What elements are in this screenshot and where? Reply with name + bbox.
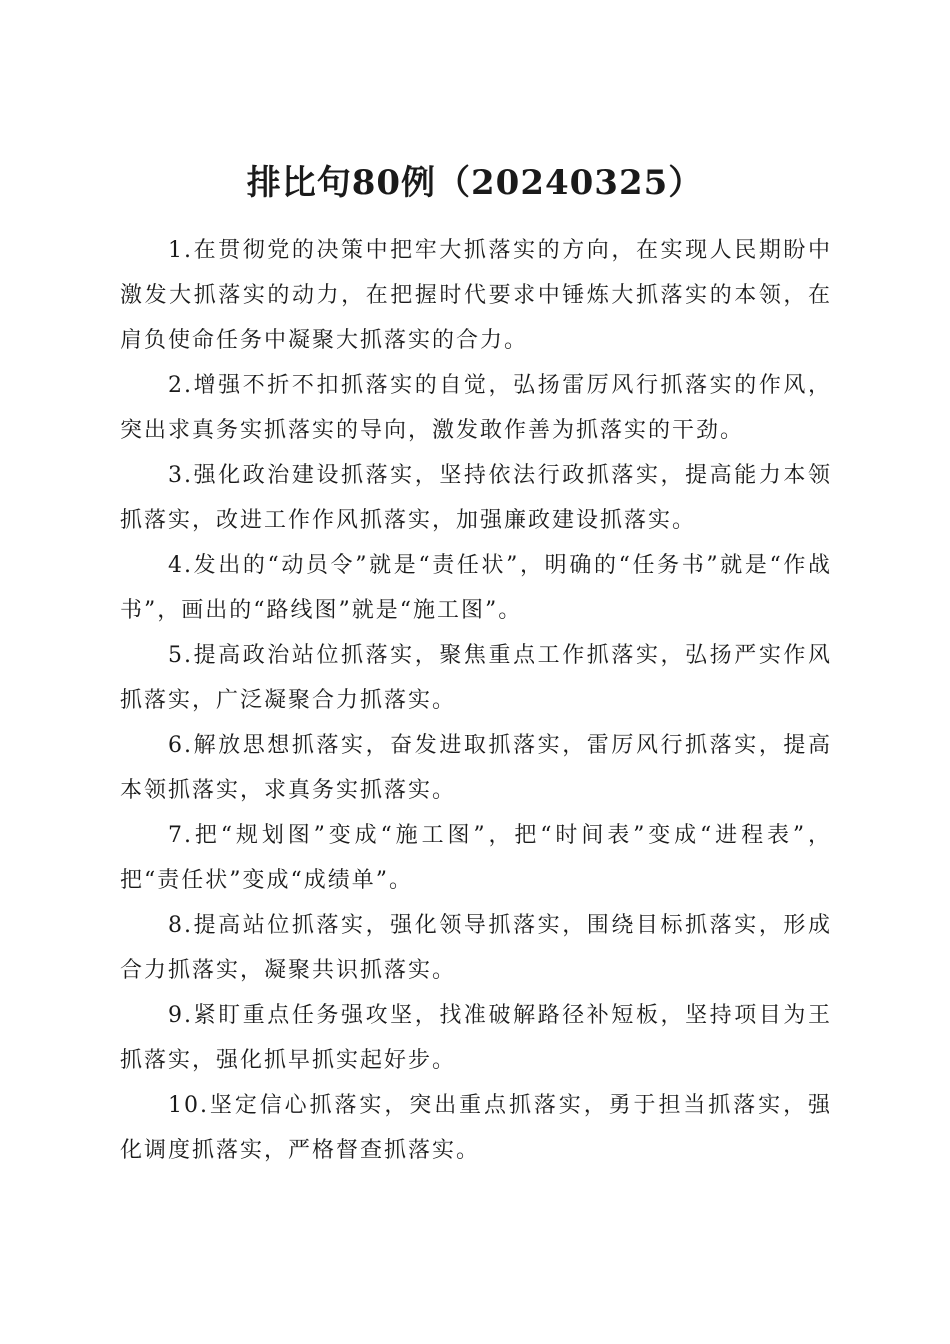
paragraph-1: 1.在贯彻党的决策中把牢大抓落实的方向，在实现人民期盼中激发大抓落实的动力，在把握时代要求中锤炼大抓落实的本领，在肩负使命任务中凝聚大抓落实的合力。 <box>120 238 832 353</box>
paragraph-4: 4.发出的“动员令”就是“责任状”，明确的“任务书”就是“作战书”，画出的“路线图”就是“施工图”。 <box>120 553 832 623</box>
paragraph-3: 3.强化政治建设抓落实，坚持依法行政抓落实，提高能力本领抓落实，改进工作作风抓落实，加强廉政建设抓落实。 <box>120 463 832 533</box>
paragraph-5: 5.提高政治站位抓落实，聚焦重点工作抓落实，弘扬严实作风抓落实，广泛凝聚合力抓落实。 <box>120 643 832 713</box>
paragraph-7: 7.把“规划图”变成“施工图”，把“时间表”变成“进程表”，把“责任状”变成“成绩单”。 <box>120 823 832 893</box>
paragraph-10: 10.坚定信心抓落实，突出重点抓落实，勇于担当抓落实，强化调度抓落实，严格督查抓落实。 <box>120 1093 832 1163</box>
document-title: 排比句80例（20240325） <box>246 162 704 203</box>
paragraph-8: 8.提高站位抓落实，强化领导抓落实，围绕目标抓落实，形成合力抓落实，凝聚共识抓落实。 <box>120 913 832 983</box>
paragraph-2: 2.增强不折不扣抓落实的自觉，弘扬雷厉风行抓落实的作风，突出求真务实抓落实的导向，激发敢作善为抓落实的干劲。 <box>120 373 832 443</box>
paragraph-6: 6.解放思想抓落实，奋发进取抓落实，雷厉风行抓落实，提高本领抓落实，求真务实抓落实。 <box>120 733 832 803</box>
paragraph-9: 9.紧盯重点任务强攻坚，找准破解路径补短板，坚持项目为王抓落实，强化抓早抓实起好步。 <box>120 1003 832 1073</box>
document-body <box>120 228 832 1173</box>
